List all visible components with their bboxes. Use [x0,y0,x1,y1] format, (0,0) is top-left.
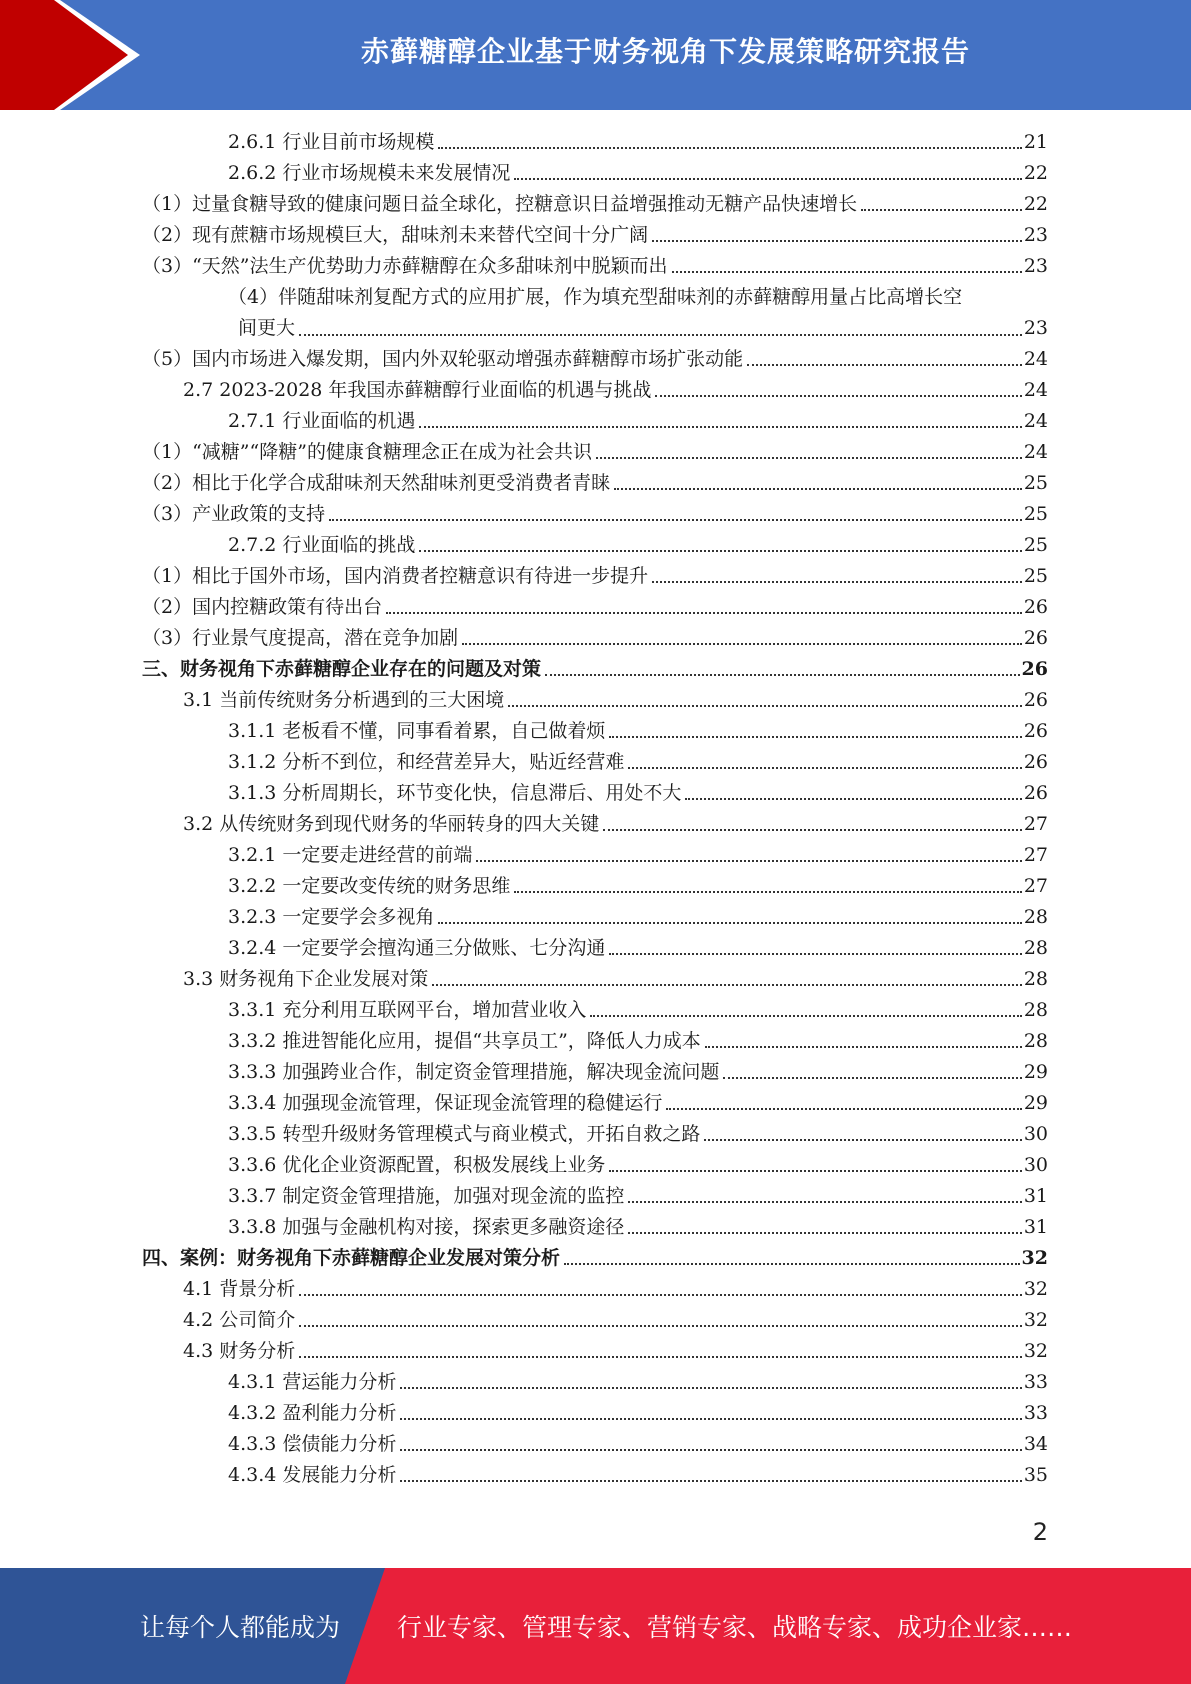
toc-entry-page: 21 [1023,131,1048,153]
toc-entry-page: 26 [1023,689,1048,711]
toc-entry-page: 26 [1023,751,1048,773]
toc-dot-leader [462,643,1022,645]
toc-entry[interactable] [142,1150,1048,1181]
toc-entry[interactable] [142,1305,1048,1336]
toc-dot-leader [545,674,1020,676]
toc-dot-leader [590,1015,1021,1017]
toc-entry-label: （4）伴随甜味剂复配方式的应用扩展，作为填充型甜味剂的赤藓糖醇用量占比高增长空 [228,286,963,308]
toc-entry[interactable] [142,1398,1048,1429]
toc-entry[interactable] [142,1181,1048,1212]
toc-dot-leader [628,1201,1021,1203]
toc-entry-label: 4.1 背景分析 [183,1278,296,1300]
toc-entry-label: （1）“减糖”“降糖”的健康食糖理念正在成为社会共识 [142,441,592,463]
toc-entry-page: 25 [1023,565,1048,587]
toc-entry-page: 26 [1021,658,1048,680]
toc-entry-page: 24 [1023,348,1048,370]
toc-dot-leader [514,178,1021,180]
toc-dot-leader [400,1418,1021,1420]
toc-entry-page: 31 [1023,1185,1048,1207]
toc-entry[interactable] [142,1367,1048,1398]
toc-entry-page: 27 [1023,813,1048,835]
toc-entry-label: 2.7 2023-2028 年我国赤藓糖醇行业面临的机遇与挑战 [183,379,652,401]
toc-dot-leader [861,209,1022,211]
toc-entry[interactable] [142,127,1048,158]
toc-dot-leader [672,271,1022,273]
toc-dot-leader [614,488,1022,490]
toc-entry-label: （5）国内市场进入爆发期，国内外双轮驱动增强赤藓糖醇市场扩张动能 [142,348,744,370]
toc-entry[interactable] [142,561,1048,592]
toc-entry-page: 24 [1023,441,1048,463]
toc-entry-label: 3.3.4 加强现金流管理，保证现金流管理的稳健运行 [228,1092,663,1114]
toc-entry-page: 28 [1023,999,1048,1021]
toc-dot-leader [564,1263,1020,1265]
toc-entry-label: 4.3.4 发展能力分析 [228,1464,397,1486]
toc-entry-label: 4.3.3 偿债能力分析 [228,1433,397,1455]
toc-dot-leader [419,426,1021,428]
toc-entry[interactable] [142,437,1048,468]
toc-entry-page: 23 [1023,317,1048,339]
toc-entry[interactable] [142,623,1048,654]
toc-entry-label: 2.6.1 行业目前市场规模 [228,131,435,153]
toc-entry-page: 26 [1023,596,1048,618]
toc-entry[interactable] [142,1429,1048,1460]
toc-entry-label: 2.7.1 行业面临的机遇 [228,410,416,432]
toc-entry-label: 3.2.1 一定要走进经营的前端 [228,844,473,866]
toc-entry-label: （1）过量食糖导致的健康问题日益全球化，控糖意识日益增强推动无糖产品快速增长 [142,193,858,215]
toc-dot-leader [419,550,1021,552]
toc-entry[interactable] [142,251,1048,282]
page-header [0,0,1191,110]
toc-dot-leader [652,581,1022,583]
toc-entry-page: 22 [1023,193,1048,215]
toc-entry[interactable] [142,685,1048,716]
table-of-contents [142,127,1048,1491]
toc-entry-page: 28 [1023,1030,1048,1052]
toc-entry-page: 25 [1023,472,1048,494]
toc-entry-label: 3.2.2 一定要改变传统的财务思维 [228,875,511,897]
toc-dot-leader [400,1387,1021,1389]
toc-entry-page: 23 [1023,224,1048,246]
toc-entry[interactable] [142,499,1048,530]
toc-entry-label: 2.6.2 行业市场规模未来发展情况 [228,162,511,184]
toc-entry-page: 24 [1023,379,1048,401]
toc-entry-label: 4.3.2 盈利能力分析 [228,1402,397,1424]
toc-entry[interactable] [142,1119,1048,1150]
header-title: 赤藓糖醇企业基于财务视角下发展策略研究报告 [360,35,970,68]
toc-dot-leader [628,1232,1021,1234]
toc-entry-label: 4.3.1 营运能力分析 [228,1371,397,1393]
toc-dot-leader [655,395,1021,397]
toc-entry[interactable] [142,406,1048,437]
toc-dot-leader [609,736,1021,738]
toc-entry-label: 3.2.4 一定要学会擅沟通三分做账、七分沟通 [228,937,606,959]
toc-entry[interactable] [142,1212,1048,1243]
toc-dot-leader [386,612,1022,614]
toc-entry-page: 29 [1023,1092,1048,1114]
toc-entry-page: 32 [1021,1247,1048,1269]
toc-dot-leader [609,953,1021,955]
toc-entry[interactable] [142,840,1048,871]
toc-entry[interactable] [142,1243,1048,1274]
toc-entry[interactable] [142,809,1048,840]
toc-entry-label: 3.3.3 加强跨业合作，制定资金管理措施，解决现金流问题 [228,1061,720,1083]
toc-entry[interactable] [142,1336,1048,1367]
toc-entry-page: 27 [1023,844,1048,866]
toc-entry[interactable] [142,189,1048,220]
toc-entry-page: 26 [1023,627,1048,649]
toc-dot-leader [652,240,1022,242]
toc-dot-leader [596,457,1022,459]
toc-dot-leader [299,1294,1022,1296]
toc-entry-page: 32 [1023,1278,1048,1300]
toc-dot-leader [476,860,1021,862]
toc-dot-leader [704,1139,1021,1141]
toc-entry[interactable] [142,964,1048,995]
footer-slogan-left: 让每个人都能成为 [140,1613,341,1642]
toc-entry-label: （2）相比于化学合成甜味剂天然甜味剂更受消费者青睐 [142,472,611,494]
toc-entry[interactable] [142,530,1048,561]
toc-entry[interactable] [142,468,1048,499]
toc-entry-page: 25 [1023,503,1048,525]
toc-entry-page: 28 [1023,937,1048,959]
toc-entry-page: 23 [1023,255,1048,277]
toc-entry-page: 32 [1023,1340,1048,1362]
toc-entry-multiline[interactable] [142,282,1048,344]
toc-entry-label: 3.2.3 一定要学会多视角 [228,906,435,928]
toc-entry-label: 3.1.3 分析周期长，环节变化快，信息滞后、用处不大 [228,782,682,804]
toc-dot-leader [514,891,1021,893]
toc-entry[interactable] [142,654,1048,685]
toc-entry-label: （1）相比于国外市场，国内消费者控糖意识有待进一步提升 [142,565,649,587]
toc-entry[interactable] [142,778,1048,809]
toc-entry-page: 31 [1023,1216,1048,1238]
toc-entry-label: 2.7.2 行业面临的挑战 [228,534,416,556]
toc-entry-page: 35 [1023,1464,1048,1486]
toc-dot-leader [666,1108,1021,1110]
toc-entry-page: 26 [1023,782,1048,804]
toc-entry-label: 3.3.8 加强与金融机构对接，探索更多融资途径 [228,1216,625,1238]
toc-entry-label-continued: 间更大 [238,317,296,339]
page-footer [0,1568,1191,1684]
toc-entry[interactable] [142,592,1048,623]
footer-slogan-right: 行业专家、管理专家、营销专家、战略专家、成功企业家…… [397,1613,1073,1642]
toc-dot-leader [400,1449,1021,1451]
toc-entry-page: 33 [1023,1371,1048,1393]
toc-entry-page: 27 [1023,875,1048,897]
toc-entry[interactable] [142,344,1048,375]
toc-dot-leader [628,767,1021,769]
toc-dot-leader [438,147,1021,149]
toc-entry[interactable] [142,1026,1048,1057]
toc-entry[interactable] [142,220,1048,251]
toc-dot-leader [299,1356,1022,1358]
toc-dot-leader [329,519,1022,521]
toc-dot-leader [432,984,1022,986]
toc-dot-leader [705,1046,1022,1048]
toc-dot-leader [299,1325,1022,1327]
toc-entry-label: 3.1.1 老板看不懂，同事看着累，自己做着烦 [228,720,606,742]
toc-entry-label: （3）行业景气度提高，潜在竞争加剧 [142,627,459,649]
toc-entry-label: 3.3.1 充分利用互联网平台，增加营业收入 [228,999,587,1021]
toc-entry[interactable] [142,1057,1048,1088]
toc-entry[interactable] [142,1088,1048,1119]
toc-entry-page: 30 [1023,1123,1048,1145]
toc-entry-label: 4.2 公司简介 [183,1309,296,1331]
toc-entry-page: 26 [1023,720,1048,742]
toc-entry[interactable] [142,902,1048,933]
toc-entry-page: 30 [1023,1154,1048,1176]
toc-entry-label: 3.1.2 分析不到位，和经营差异大，贴近经营难 [228,751,625,773]
toc-entry-page: 34 [1023,1433,1048,1455]
toc-entry-label: 3.3 财务视角下企业发展对策 [183,968,429,990]
toc-entry-label: 三、财务视角下赤藓糖醇企业存在的问题及对策 [142,658,542,680]
toc-entry-label: 4.3 财务分析 [183,1340,296,1362]
toc-dot-leader [299,334,1022,336]
toc-entry-page: 29 [1023,1061,1048,1083]
page-number: 2 [1032,1518,1048,1546]
toc-entry-label: 3.3.5 转型升级财务管理模式与商业模式，开拓自救之路 [228,1123,701,1145]
toc-entry[interactable] [142,1460,1048,1491]
toc-entry[interactable] [142,871,1048,902]
toc-entry-label: （3）产业政策的支持 [142,503,326,525]
toc-dot-leader [508,705,1022,707]
toc-entry[interactable] [142,716,1048,747]
toc-dot-leader [603,829,1022,831]
toc-entry-page: 32 [1023,1309,1048,1331]
toc-entry-label: （2）现有蔗糖市场规模巨大，甜味剂未来替代空间十分广阔 [142,224,649,246]
toc-entry[interactable] [142,158,1048,189]
toc-entry-page: 25 [1023,534,1048,556]
toc-entry-label: 3.1 当前传统财务分析遇到的三大困境 [183,689,505,711]
toc-entry[interactable] [142,1274,1048,1305]
toc-entry-page: 28 [1023,968,1048,990]
toc-entry-page: 24 [1023,410,1048,432]
toc-entry[interactable] [142,375,1048,406]
toc-dot-leader [609,1170,1021,1172]
toc-entry-page: 33 [1023,1402,1048,1424]
toc-entry[interactable] [142,747,1048,778]
toc-entry[interactable] [142,933,1048,964]
toc-dot-leader [747,364,1022,366]
toc-entry-label: 3.3.2 推进智能化应用，提倡“共享员工”，降低人力成本 [228,1030,701,1052]
toc-entry-label: （3）“天然”法生产优势助力赤藓糖醇在众多甜味剂中脱颖而出 [142,255,668,277]
toc-entry-page: 28 [1023,906,1048,928]
toc-dot-leader [400,1480,1021,1482]
toc-dot-leader [723,1077,1021,1079]
toc-entry-label: （2）国内控糖政策有待出台 [142,596,383,618]
toc-dot-leader [685,798,1021,800]
toc-entry-label: 3.2 从传统财务到现代财务的华丽转身的四大关键 [183,813,600,835]
toc-entry-label: 3.3.6 优化企业资源配置，积极发展线上业务 [228,1154,606,1176]
toc-entry-page: 22 [1023,162,1048,184]
toc-entry[interactable] [142,995,1048,1026]
toc-entry-label: 3.3.7 制定资金管理措施，加强对现金流的监控 [228,1185,625,1207]
toc-entry-label: 四、案例：财务视角下赤藓糖醇企业发展对策分析 [142,1247,561,1269]
toc-dot-leader [438,922,1021,924]
